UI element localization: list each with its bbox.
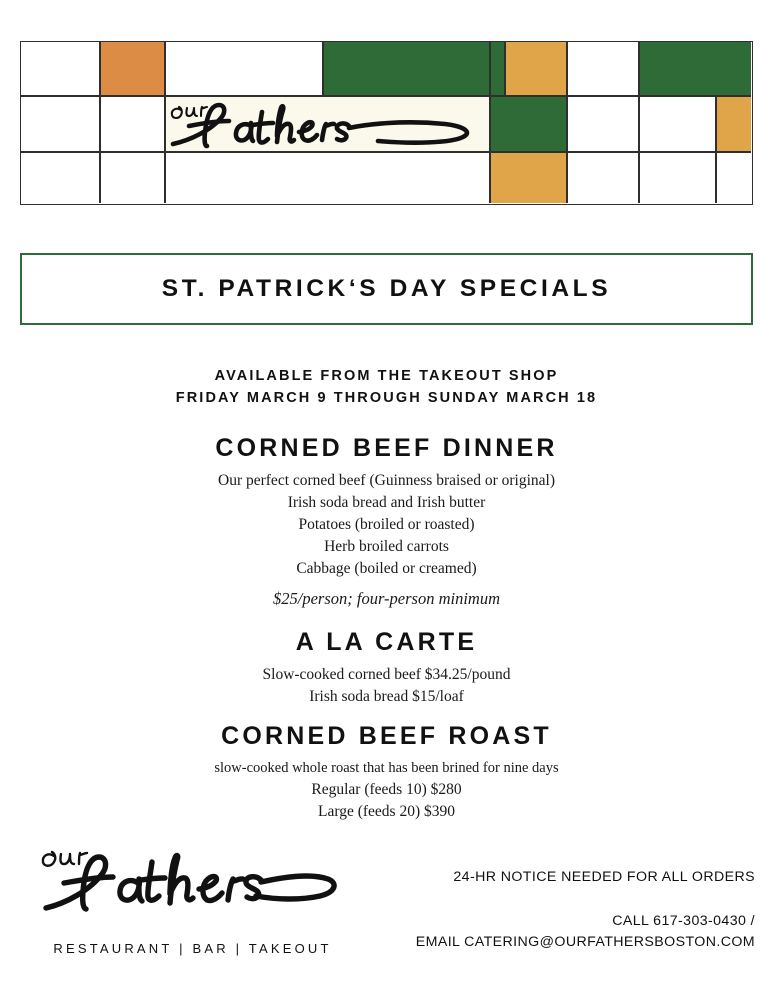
grid-line-v-5: [566, 42, 568, 203]
header-banner: [20, 41, 753, 205]
section-line: Potatoes (broiled or roasted): [298, 516, 475, 533]
grid-line-v-4: [489, 42, 491, 203]
menu-section-a-la-carte: [0, 628, 773, 708]
grid-line-v-1: [99, 42, 101, 203]
section-heading: A LA CARTE: [295, 628, 478, 656]
section-line: Regular (feeds 10) $280: [311, 780, 462, 798]
footer-contact: [355, 870, 755, 950]
availability-line-2: FRIDAY MARCH 9 THROUGH SUNDAY MARCH 18: [175, 390, 598, 407]
grid-line-v-3: [322, 42, 324, 95]
section-line: Irish soda bread $15/loaf: [309, 688, 464, 705]
grid-line-h-2: [21, 151, 751, 153]
cell-green-top-right: [638, 42, 751, 95]
section-line: Irish soda bread and Irish butter: [287, 494, 486, 511]
section-heading: CORNED BEEF ROAST: [221, 722, 552, 750]
footer-tagline: RESTAURANT | BAR | TAKEOUT: [53, 941, 332, 956]
specials-title-box: [20, 253, 753, 325]
grid-line-v-8: [504, 42, 506, 95]
footer-logo: [40, 838, 340, 918]
cell-orange-top-left: [99, 42, 164, 95]
cell-gold-bottom: [489, 151, 566, 203]
grid-line-v-7: [715, 95, 717, 203]
header-logo: [163, 94, 488, 150]
section-line: Herb broiled carrots: [324, 538, 449, 555]
grid-line-v-6: [638, 42, 640, 203]
availability-note: [0, 365, 773, 410]
availability-line-1: AVAILABLE FROM THE TAKEOUT SHOP: [214, 368, 559, 384]
menu-section-corned-beef-dinner: [0, 434, 773, 609]
cell-gold-right-tall: [715, 95, 751, 151]
order-notice: 24-HR NOTICE NEEDED FOR ALL ORDERS: [453, 869, 755, 885]
cell-gold-top-right-center: [504, 42, 566, 95]
menu-section-corned-beef-roast: [0, 722, 773, 823]
email-line[interactable]: EMAIL CATERING@OURFATHERSBOSTON.COM: [415, 934, 755, 951]
section-line: Slow-cooked corned beef $34.25/pound: [262, 666, 511, 683]
section-line: Our perfect corned beef (Guinness braised or original): [218, 472, 555, 489]
section-line: Cabbage (boiled or creamed): [296, 560, 477, 577]
section-line: slow-cooked whole roast that has been brined for nine days: [214, 760, 559, 776]
cell-green-top-center: [322, 42, 504, 95]
phone-line[interactable]: CALL 617-303-0430 /: [612, 913, 755, 930]
cell-green-mid: [489, 95, 566, 151]
section-price-note: $25/person; four-person minimum: [273, 589, 500, 608]
section-heading: CORNED BEEF DINNER: [215, 434, 558, 462]
page-title: ST. PATRICK‘S DAY SPECIALS: [161, 275, 612, 302]
section-line: Large (feeds 20) $390: [317, 802, 455, 820]
